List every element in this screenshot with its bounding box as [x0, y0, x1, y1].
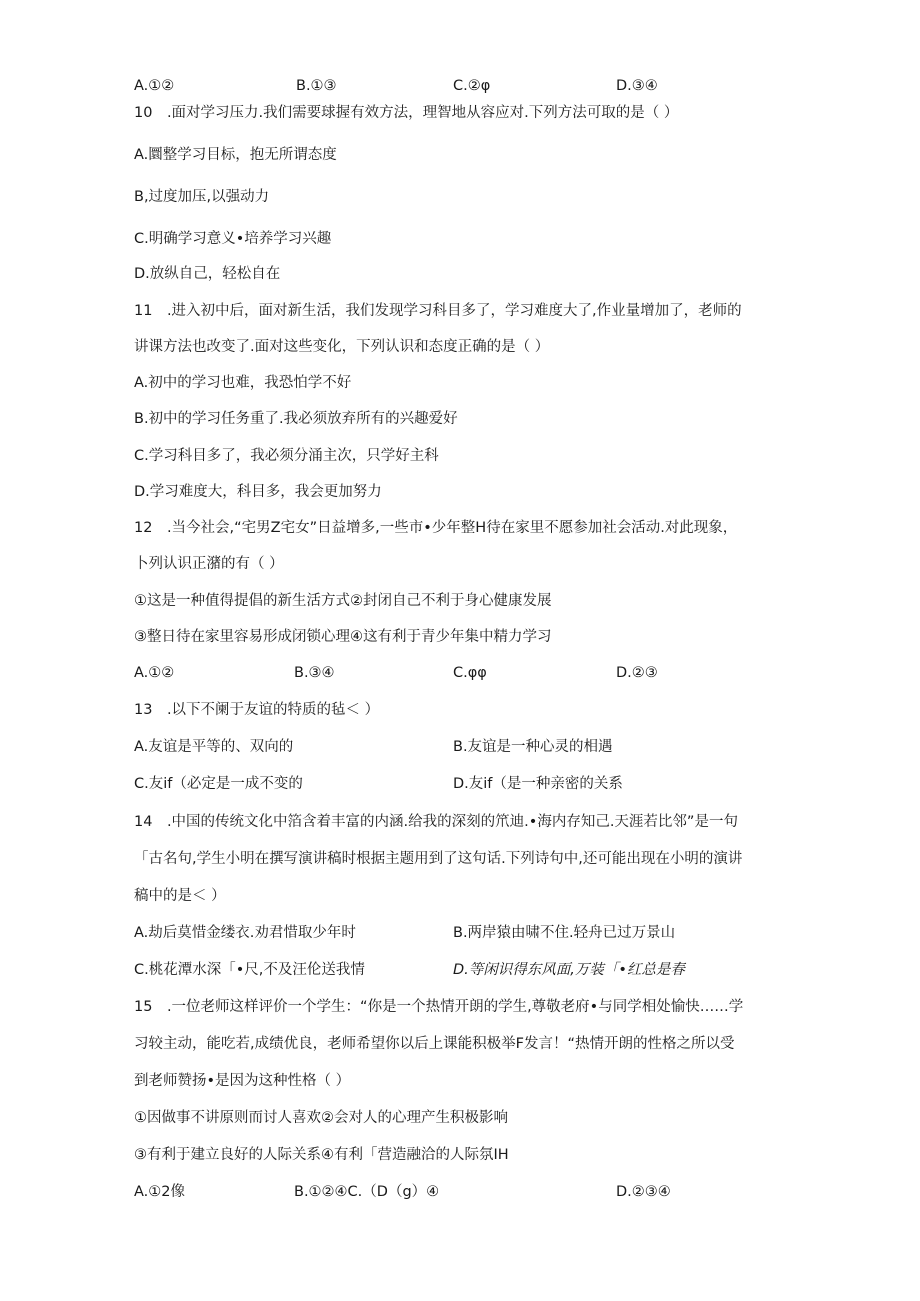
q14-stem-line-3: 稿中的是＜ ）	[134, 888, 226, 904]
q13-option-a: A.友谊是平等的、双向的	[134, 739, 294, 755]
q10-option-a: A.圜整学习目标，抱无所谓态度	[134, 147, 337, 163]
q12-stem-line-1: 12 .当今社会,“宅男Z宅女”日益增多,一些市•少年整H待在家里不愿参加社会活动.对此现象，	[134, 520, 738, 536]
q14-stem-line-2: 「古名句,学生小明在撰写演讲稿时根据主题用到了这句话.下列诗句中,还可能出现在小明的演讲	[134, 851, 743, 867]
q12-items-line-2: ③整日待在家里容易形成闭锁心理④这有利于青少年集中精力学习	[134, 629, 552, 645]
q15-items-line-1: ①因做事不讲原则而讨人喜欢②会对人的心理产生积极影响	[134, 1110, 508, 1126]
q9-option-a: A.①②	[134, 78, 175, 94]
q15-option-b-c: B.①②④C.（D（g）④	[294, 1184, 440, 1200]
q12-option-c: C.φφ	[453, 665, 487, 681]
q9-option-c: C.②φ	[453, 78, 491, 94]
q12-stem-line-2: 卜列认识正潴的有（ ）	[134, 556, 284, 572]
q11-stem-line-2: 讲课方法也改变了.面对这些变化，下列认识和态度正确的是（ ）	[134, 339, 550, 355]
q11-stem-line-1: 11 .进入初中后，面对新生活，我们发现学习科目多了，学习难度大了,作业量增加了，老师的	[134, 303, 742, 319]
q11-option-b: B.初中的学习任务重了.我必须放弃所有的兴趣爱好	[134, 411, 458, 427]
q14-option-d: D.等闲识得东风面,万装「•红总是春	[453, 962, 685, 978]
q11-option-c: C.学习科目多了，我必须分涌主次，只学好主科	[134, 448, 439, 464]
q11-option-a: A.初中的学习也难，我恐怕学不好	[134, 375, 352, 391]
q12-option-d: D.②③	[616, 665, 658, 681]
q13-stem: 13 .以下不阑于友谊的特质的毡＜ ）	[134, 702, 380, 718]
q9-option-d: D.③④	[616, 78, 658, 94]
q15-stem-line-1: 15 .一位老师这样评价一个学生：“你是一个热情开朗的学生,尊敬老府•与同学相处愉快……学	[134, 999, 744, 1015]
q14-option-a: A.劫后莫惜金缕衣.劝君惜取少年时	[134, 925, 356, 941]
q12-option-b: B.③④	[294, 665, 335, 681]
q15-option-a: A.①2像	[134, 1184, 185, 1200]
q12-option-a: A.①②	[134, 665, 175, 681]
q10-option-d: D.放纵自己，轻松自在	[134, 266, 281, 282]
q14-stem-line-1: 14 .中国的传统文化中箔含着丰富的内涵.给我的深刻的笊迪.•海内存知己.天涯若比邻”是一句	[134, 814, 738, 830]
q13-option-c: C.友if（必定是一成不变的	[134, 776, 303, 792]
q15-stem-line-2: 习较主动，能吃若,成绩优良，老师希望你以后上课能积极举F发言！“热情开朗的性格之所以受	[134, 1036, 735, 1052]
q14-option-c: C.桃花潭水深「•尺,不及汪伦送我情	[134, 962, 365, 978]
q15-option-d: D.②③④	[616, 1184, 671, 1200]
q9-option-b: B.①③	[296, 78, 337, 94]
q10-stem: 10 .面对学习压力.我们需要球握有效方法，理智地从容应对.下列方法可取的是（ ）	[134, 105, 679, 121]
q13-option-b: B.友谊是一种心灵的相遇	[453, 739, 613, 755]
q15-stem-line-3: 到老师赞扬•是因为这种性格（ ）	[134, 1073, 351, 1089]
q13-option-d: D.友if（是一种亲密的关系	[453, 776, 623, 792]
q12-items-line-1: ①这是一种值得提倡的新生活方式②封闭自己不利于身心健康发展	[134, 593, 552, 609]
q10-option-b: B,过度加压,以强动力	[134, 189, 270, 205]
q14-option-b: B.两岸猿由啸不住.轻舟已过万景山	[453, 925, 676, 941]
q15-items-line-2: ③有利于建立良好的人际关系④有利「营造融洽的人际氛IH	[134, 1147, 509, 1163]
q10-option-c: C.明确学习意义•培养学习兴趣	[134, 231, 332, 247]
q11-option-d: D.学习难度大，科目多，我会更加努力	[134, 484, 382, 500]
